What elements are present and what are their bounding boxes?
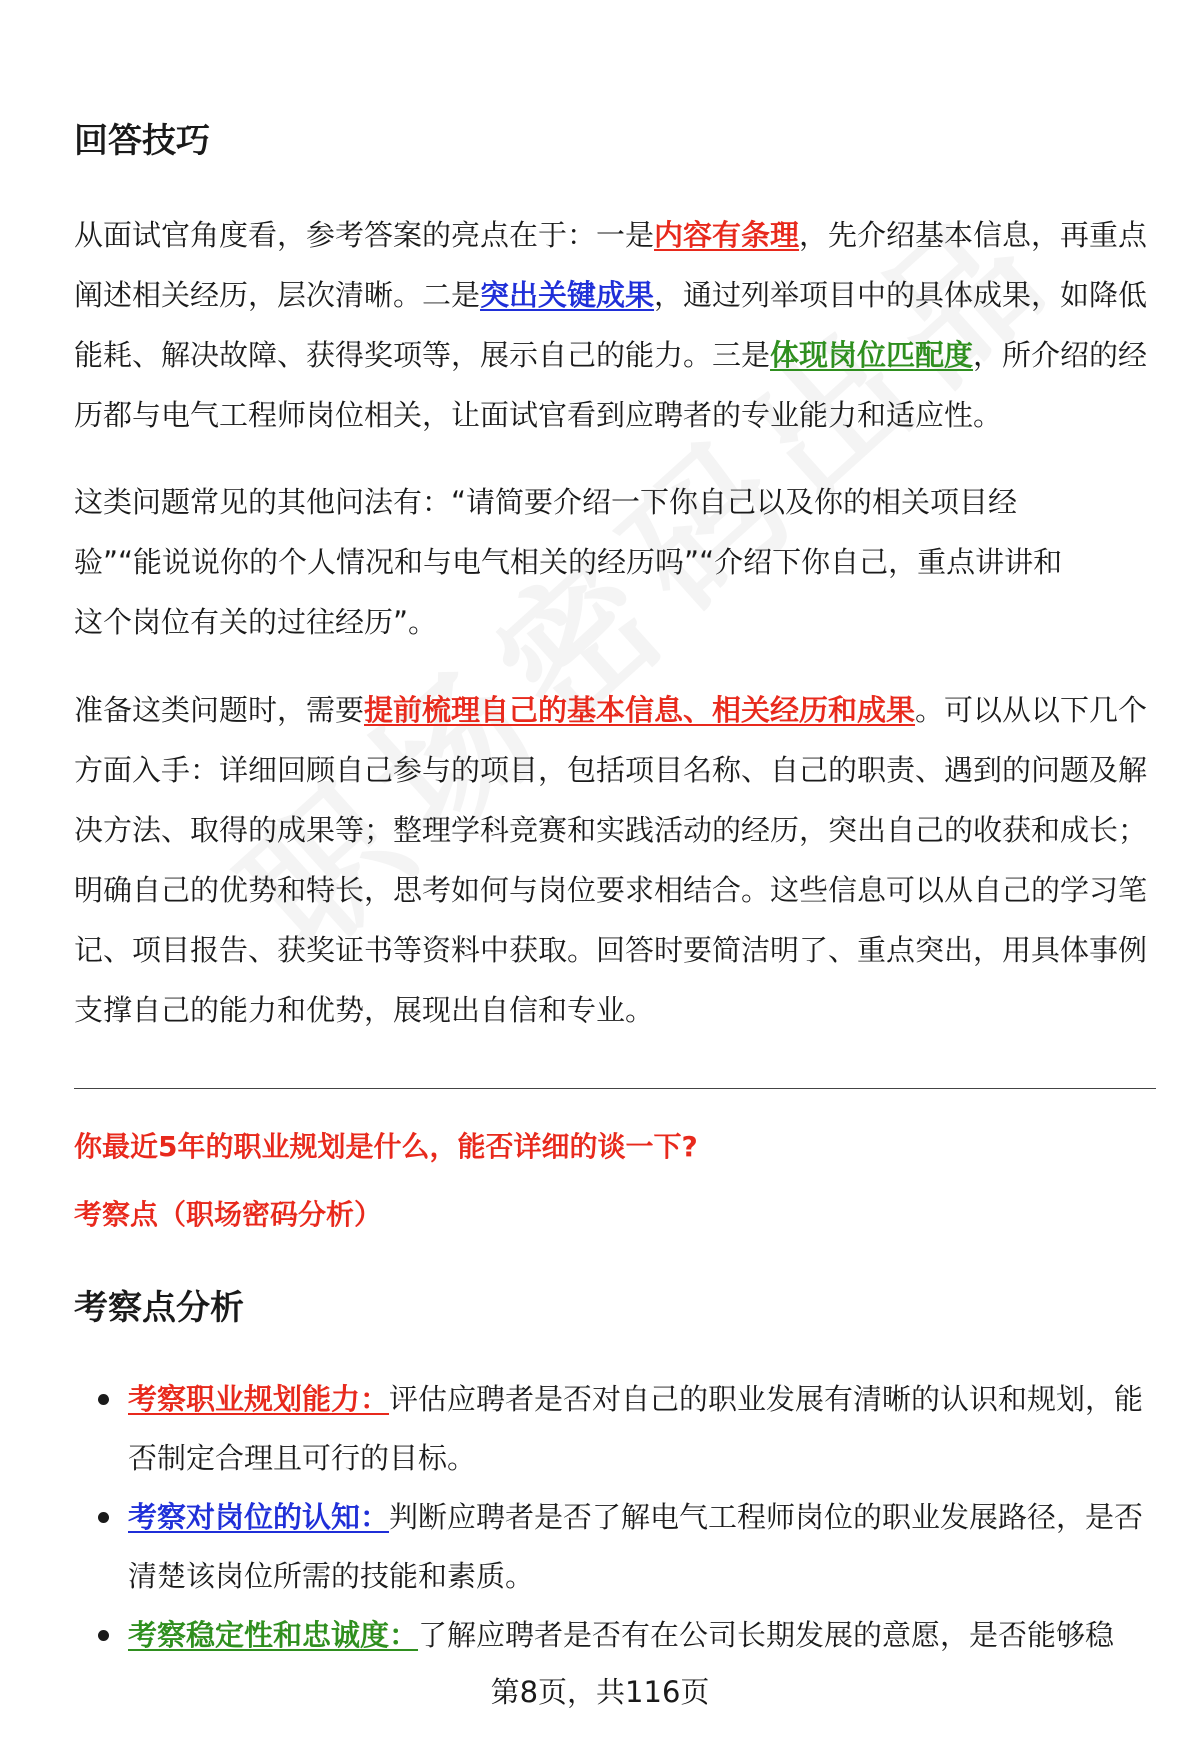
paragraph-preparation bbox=[74, 680, 1154, 1040]
bullet-icon bbox=[98, 1394, 109, 1405]
list-item-label: 考察稳定性和忠诚度： bbox=[128, 1618, 419, 1652]
list-item bbox=[74, 1606, 1156, 1665]
text-span: ，通过列举项目中的具体成果，如降低能耗、解决故障、获得奖项等，展示自己的能力。三是 bbox=[74, 278, 1148, 372]
list-item-text: 评估应聘者是否对自己的职业发展有清晰的认识和规划，能否制定合理且可行的目标。 bbox=[128, 1382, 1144, 1475]
list-item-label: 考察对岗位的认知： bbox=[128, 1500, 390, 1534]
list-item-text: 了解应聘者是否有在公司长期发展的意愿，是否能够稳 bbox=[418, 1618, 1115, 1652]
highlight-key-results: 突出关键成果 bbox=[480, 278, 655, 312]
section-divider bbox=[74, 1088, 1156, 1089]
text-span: 。可以从以下几个方面入手：详细回顾自己参与的项目，包括项目名称、自己的职责、遇到的问题及解决方法、取得的成果等；整理学科竞赛和实践活动的经历，突出自己的收获和成长；明确自己的优势和特长，思考如何与岗位要求相结合。这些信息可以从自己的学习笔记、项目报告、获奖证书等资料中获取。回答时要简洁明了、重点突出，用具体事例支撑自己的能力和优势，展现出自信和专业。 bbox=[74, 693, 1148, 1027]
text-span: ，先介绍基本信息，再重点阐述相关经历，层次清晰。二是 bbox=[74, 218, 1148, 312]
section-heading-analysis: 考察点分析 bbox=[74, 1288, 244, 1328]
list-item bbox=[74, 1370, 1156, 1488]
section-heading-answer-tips: 回答技巧 bbox=[74, 121, 210, 161]
highlight-job-match: 体现岗位匹配度 bbox=[770, 338, 974, 372]
interview-question: 你最近5年的职业规划是什么，能否详细的谈一下? bbox=[74, 1130, 698, 1163]
question-subtitle: 考察点（职场密码分析） bbox=[74, 1198, 383, 1231]
list-item-label: 考察职业规划能力： bbox=[128, 1382, 390, 1416]
list-item bbox=[74, 1488, 1156, 1606]
page-number: 第8页，共116页 bbox=[490, 1675, 710, 1709]
text-span: ，所介绍的经历都与电气工程师岗位相关，让面试官看到应聘者的专业能力和适应性。 bbox=[74, 338, 1148, 432]
bullet-icon bbox=[98, 1512, 109, 1523]
list-item-text: 判断应聘者是否了解电气工程师岗位的职业发展路径，是否清楚该岗位所需的技能和素质。 bbox=[128, 1500, 1144, 1593]
bullet-icon bbox=[98, 1630, 109, 1641]
highlight-well-organized: 内容有条理 bbox=[654, 218, 800, 252]
text-span: 准备这类问题时，需要 bbox=[74, 693, 365, 727]
paragraph-alternate-questions: 这类问题常见的其他问法有：“请简要介绍一下你自己以及你的相关项目经验”“能说说你的个人情况和与电气相关的经历吗”“介绍下你自己，重点讲讲和这个岗位有关的过往经历”。 bbox=[74, 485, 1063, 639]
highlight-prepare-info: 提前梳理自己的基本信息、相关经历和成果 bbox=[364, 693, 916, 727]
analysis-list bbox=[74, 1370, 1156, 1665]
paragraph-highlights bbox=[74, 205, 1154, 445]
text-span: 从面试官角度看，参考答案的亮点在于：一是 bbox=[74, 218, 655, 252]
